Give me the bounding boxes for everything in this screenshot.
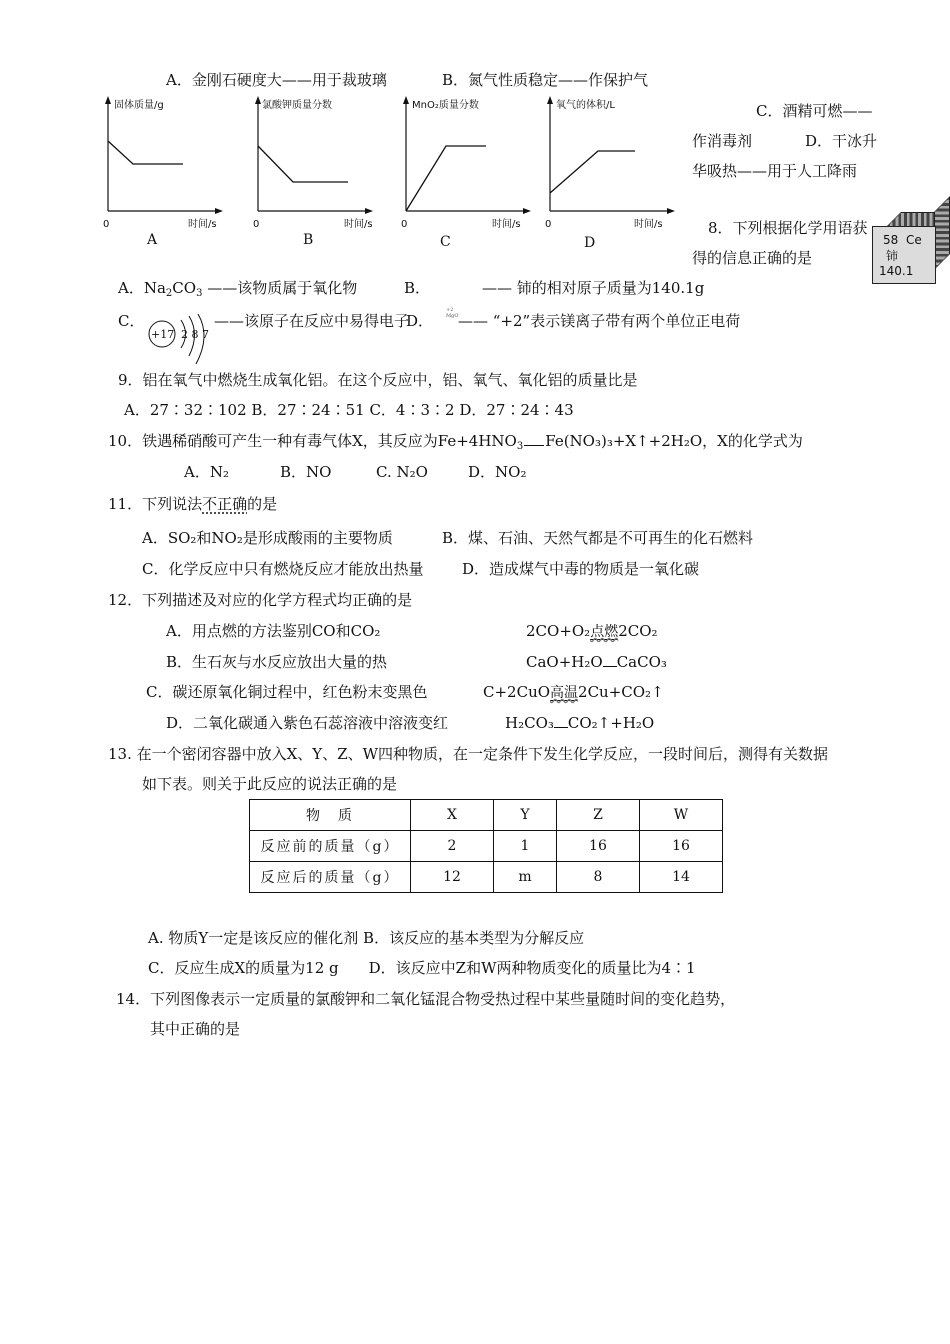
graph-c-svg bbox=[396, 96, 536, 236]
graph-d-xlabel: 时间/s bbox=[634, 219, 663, 230]
cerium-name: 铈 bbox=[886, 249, 899, 263]
table-cell: m bbox=[494, 862, 557, 893]
q11-option-b: B．煤、石油、天然气都是不可再生的化石燃料 bbox=[442, 529, 754, 547]
q12-option-b: B．生石灰与水反应放出大量的热 bbox=[166, 653, 388, 671]
q7-option-c-cont: 作消毒剂 bbox=[692, 132, 753, 150]
table-cell: 1 bbox=[494, 831, 557, 862]
table-cell: 14 bbox=[639, 862, 722, 893]
graph-d-curve bbox=[550, 151, 635, 193]
q11-stem: 11．下列说法不正确的是 bbox=[108, 495, 278, 513]
graph-d-svg bbox=[540, 96, 680, 236]
graph-a-ylabel: 固体质量/g bbox=[114, 100, 164, 111]
q14-stem-line2: 其中正确的是 bbox=[150, 1020, 241, 1038]
mg-ion-symbol: +2 MgO bbox=[446, 307, 459, 319]
table-header-cell: Y bbox=[494, 800, 557, 831]
table-cell: 8 bbox=[556, 862, 639, 893]
table-cell: 反应前的质量（g） bbox=[250, 831, 411, 862]
q8-option-d: —— “+2”表示镁离子带有两个单位正电荷 bbox=[458, 312, 741, 330]
graph-a-xlabel: 时间/s bbox=[188, 219, 217, 230]
q10-option-c: C. N₂O bbox=[376, 463, 428, 481]
graph-b bbox=[248, 96, 378, 240]
graph-a-curve bbox=[108, 141, 183, 164]
table-header-cell: X bbox=[411, 800, 494, 831]
q11-option-a: A．SO₂和NO₂是形成酸雨的主要物质 bbox=[142, 529, 393, 547]
q8-option-b: —— 铈的相对原子质量为140.1g bbox=[482, 279, 705, 297]
graph-c bbox=[396, 96, 536, 240]
q8-option-d-label: D． bbox=[406, 312, 434, 330]
q13-data-table bbox=[249, 799, 723, 893]
graph-b-svg bbox=[248, 96, 378, 236]
q8-option-b-label: B． bbox=[404, 279, 431, 297]
cerium-atomic-mass: 140.1 bbox=[879, 264, 914, 278]
q11-emphasis: 不正确 bbox=[202, 495, 248, 513]
q12-option-d: D．二氧化碳通入紫色石蕊溶液中溶液变红 bbox=[166, 714, 449, 732]
table-cell: 2 bbox=[411, 831, 494, 862]
q12-equation-c: C+2CuO高温2Cu+CO₂↑ bbox=[483, 683, 664, 701]
table-header-cell: 物 质 bbox=[250, 800, 411, 831]
q7-option-b: B．氮气性质稳定——作保护气 bbox=[442, 71, 649, 89]
table-cell: 反应后的质量（g） bbox=[250, 862, 411, 893]
cerium-atomic-number: 58 bbox=[883, 233, 899, 247]
q10-option-b: B．NO bbox=[280, 463, 332, 481]
table-header-row bbox=[250, 800, 723, 831]
graph-c-xlabel: 时间/s bbox=[492, 219, 521, 230]
atom-structure-svg bbox=[148, 312, 218, 368]
graph-c-curve bbox=[406, 146, 486, 211]
q8-stem-line1: 8．下列根据化学用语获 bbox=[708, 219, 868, 237]
graph-b-tag: B bbox=[303, 232, 314, 248]
q9-stem: 9．铝在氧气中燃烧生成氧化铝。在这个反应中，铝、氧气、氧化铝的质量比是 bbox=[118, 371, 638, 389]
q13-options-ab: A. 物质Y一定是该反应的催化剂 B．该反应的基本类型为分解反应 bbox=[148, 929, 585, 947]
graph-d-ylabel: 氧气的体积/L bbox=[556, 100, 615, 111]
table-header-cell: W bbox=[639, 800, 722, 831]
cerium-symbol: Ce bbox=[906, 233, 922, 247]
graph-b-ylabel: 氯酸钾质量分数 bbox=[262, 100, 332, 111]
table-row bbox=[250, 862, 723, 893]
graph-a bbox=[98, 96, 228, 240]
q7-option-d-cont: 华吸热——用于人工降雨 bbox=[692, 162, 858, 180]
graph-c-tag: C bbox=[440, 234, 451, 250]
q12-equation-b: CaO+H₂O CaCO₃ bbox=[526, 653, 667, 671]
q13-stem-line1: 13. 在一个密闭容器中放入X、Y、Z、W四种物质，在一定条件下发生化学反应，一段时间后，测得有关数据 bbox=[108, 745, 829, 763]
q8-option-c: ——该原子在反应中易得电子 bbox=[214, 312, 410, 330]
graph-a-origin: 0 bbox=[103, 219, 110, 230]
graph-a-tag: A bbox=[147, 232, 158, 248]
q14-stem-line1: 14．下列图像表示一定质量的氯酸钾和二氧化锰混合物受热过程中某些量随时间的变化趋势， bbox=[116, 990, 736, 1008]
q11-option-d: D．造成煤气中毒的物质是一氧化碳 bbox=[462, 560, 700, 578]
table-row bbox=[250, 831, 723, 862]
q12-option-c: C．碳还原氧化铜过程中，红色粉末变黑色 bbox=[146, 683, 428, 701]
graph-d-origin: 0 bbox=[545, 219, 552, 230]
q13-options-cd: C．反应生成X的质量为12 g D．该反应中Z和W两种物质变化的质量比为4∶1 bbox=[148, 959, 696, 977]
q12-equation-d: H₂CO₃ CO₂↑+H₂O bbox=[505, 714, 655, 732]
chlorine-atom-diagram bbox=[148, 312, 218, 372]
q12-option-a: A．用点燃的方法鉴别CO和CO₂ bbox=[166, 622, 381, 640]
q7-option-d: D．干冰升 bbox=[805, 132, 878, 150]
q8-option-c-label: C． bbox=[118, 312, 145, 330]
q8-option-a: A．$Na_2CO_3$ ——该物质属于氧化物 bbox=[118, 279, 358, 299]
q10-option-a: A．N₂ bbox=[184, 463, 229, 481]
graph-d bbox=[540, 96, 680, 240]
q10-stem: 10．铁遇稀硝酸可产生一种有毒气体X，其反应为$Fe+4HNO_3$ Fe(NO₃)₃+X↑+2H₂O，X的化学式为 bbox=[108, 432, 803, 452]
table-header-cell: Z bbox=[556, 800, 639, 831]
q13-stem-line2: 如下表。则关于此反应的说法正确的是 bbox=[142, 775, 398, 793]
cerium-element-card bbox=[872, 226, 936, 284]
atom-nucleus: +17 bbox=[151, 328, 175, 341]
q12-stem: 12．下列描述及对应的化学方程式均正确的是 bbox=[108, 591, 413, 609]
q11-option-c: C．化学反应中只有燃烧反应才能放出热量 bbox=[142, 560, 424, 578]
graph-b-origin: 0 bbox=[253, 219, 260, 230]
table-cell: 16 bbox=[639, 831, 722, 862]
q7-option-a: A．金刚石硬度大——用于裁玻璃 bbox=[166, 71, 387, 89]
q10-equals-bar bbox=[524, 435, 544, 446]
atom-shells: 2 8 7 bbox=[181, 328, 209, 341]
graph-c-origin: 0 bbox=[401, 219, 408, 230]
graph-b-curve bbox=[258, 146, 348, 182]
graph-b-xlabel: 时间/s bbox=[344, 219, 373, 230]
table-cell: 12 bbox=[411, 862, 494, 893]
q7-option-c: C．酒精可燃—— bbox=[756, 102, 873, 120]
cerium-box-side bbox=[934, 196, 950, 270]
graph-d-tag: D bbox=[584, 235, 596, 251]
graph-a-svg bbox=[98, 96, 228, 236]
q10-option-d: D．NO₂ bbox=[468, 463, 527, 481]
q9-options: A．27∶32∶102 B．27∶24∶51 C．4∶3∶2 D．27∶24∶43 bbox=[124, 401, 574, 419]
q8-stem-line2: 得的信息正确的是 bbox=[692, 249, 813, 267]
table-cell: 16 bbox=[556, 831, 639, 862]
graph-c-ylabel: MnO₂质量分数 bbox=[412, 100, 479, 111]
q12-equation-a: 2CO+O₂点燃2CO₂ bbox=[526, 622, 658, 640]
